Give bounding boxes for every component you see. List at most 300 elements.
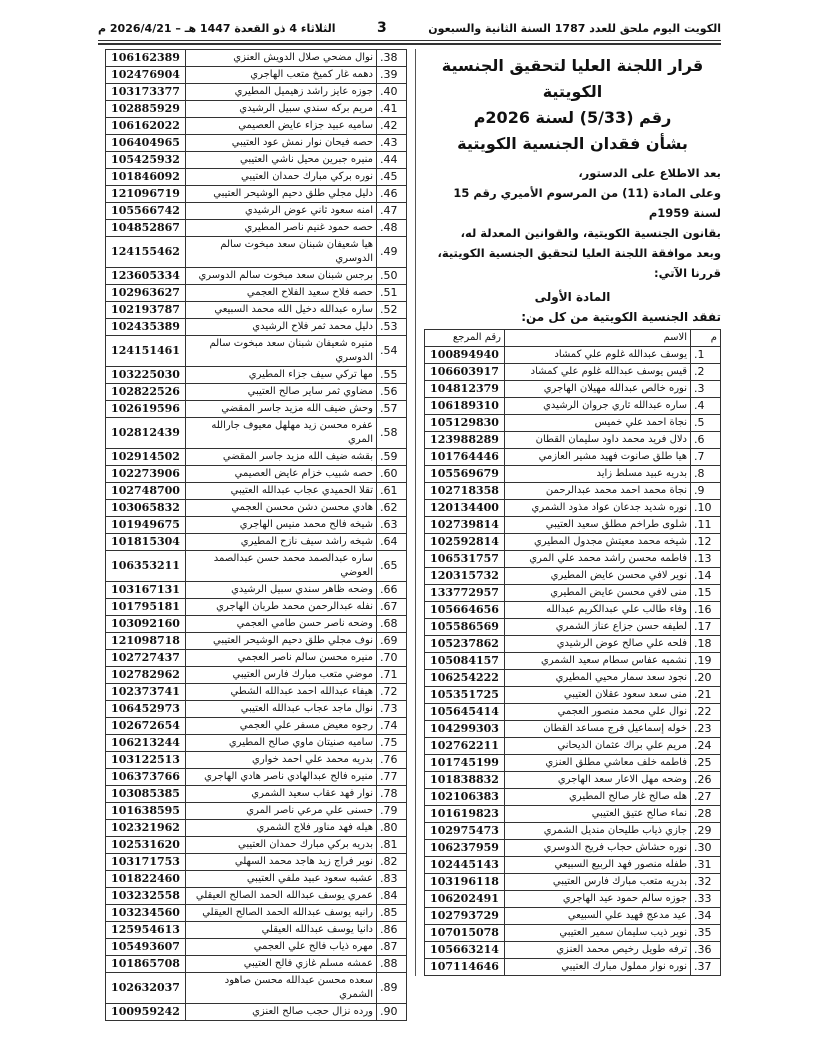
row-number: 25. — [691, 755, 721, 772]
table-row — [106, 735, 407, 752]
row-number: 29. — [691, 823, 721, 840]
row-number: 58. — [377, 418, 407, 449]
decree-title: قرار اللجنة العليا لتحقيق الجنسية الكويتية — [441, 56, 704, 101]
reference-number: 105493607 — [106, 939, 186, 956]
person-name: وحش ضيف الله مزيد جاسر المقضي — [186, 401, 377, 418]
reference-number: 106213244 — [106, 735, 186, 752]
row-number: 43. — [377, 135, 407, 152]
preamble-line: وعلى المادة (11) من المرسوم الأميري رقم 15 لسنة 1959م — [453, 186, 721, 220]
decree-number: رقم (5/33) لسنة 2026م — [473, 108, 672, 127]
person-name: امنه سعود ثاني عوض الرشيدي — [186, 203, 377, 220]
person-name: وضحه ظاهر سندي سبيل الرشيدي — [186, 582, 377, 599]
person-name: جوزه سالم حمود عيد الهاجري — [505, 891, 691, 908]
reference-number: 102672654 — [106, 718, 186, 735]
person-name: بدريه بركي مبارك حمدان العتيبي — [186, 837, 377, 854]
person-name: نوير لافي محسن عايض المطيري — [505, 568, 691, 585]
person-name: نوره شديد جدعان عواد مذود الشمري — [505, 500, 691, 517]
row-number: 77. — [377, 769, 407, 786]
person-name: نوال علي محمد منصور العجمي — [505, 704, 691, 721]
table-row — [425, 551, 721, 568]
reference-number: 102762211 — [425, 738, 505, 755]
reference-number: 106531757 — [425, 551, 505, 568]
person-name: مضاوي ثمر ساير صالح العتيبي — [186, 384, 377, 401]
person-name: حصه فيحان نوار نمش عود العتيبي — [186, 135, 377, 152]
header-divider — [98, 40, 721, 41]
reference-number: 103167131 — [106, 582, 186, 599]
table-row — [106, 67, 407, 84]
person-name: عمشه مسلم غازي فالح العتيبي — [186, 956, 377, 973]
reference-number: 103085385 — [106, 786, 186, 803]
table-row — [106, 684, 407, 701]
reference-number: 102782962 — [106, 667, 186, 684]
reference-number: 105084157 — [425, 653, 505, 670]
person-name: سعده محسن عبدالله محسن صاهود الشمري — [186, 973, 377, 1004]
table-row — [106, 169, 407, 186]
person-name: نشميه عفاس سطام سعيد الشمري — [505, 653, 691, 670]
person-name: هيا شعيفان شبنان سعد مبخوت سالم الدوسري — [186, 237, 377, 268]
row-number: 83. — [377, 871, 407, 888]
article-lead: تفقد الجنسية الكويتية من كل من: — [521, 310, 721, 324]
row-number: 61. — [377, 483, 407, 500]
reference-number: 105351725 — [425, 687, 505, 704]
row-number: 19. — [691, 653, 721, 670]
row-number: 10. — [691, 500, 721, 517]
reference-number: 123988289 — [425, 432, 505, 449]
preamble-line: قررنا الآتي: — [653, 266, 721, 280]
person-name: بدريه عبيد مسلط زايد — [505, 466, 691, 483]
decree-section — [424, 53, 721, 327]
table-row — [106, 769, 407, 786]
reference-number: 102914502 — [106, 449, 186, 466]
reference-number: 102975473 — [425, 823, 505, 840]
row-number: 66. — [377, 582, 407, 599]
person-name: نوره بركي مبارك حمدان العتيبي — [186, 169, 377, 186]
person-name: شيخه راشد سيف نازح المطيري — [186, 534, 377, 551]
row-number: 5. — [691, 415, 721, 432]
table-row — [106, 367, 407, 384]
row-number: 57. — [377, 401, 407, 418]
page-number: 3 — [377, 20, 387, 36]
person-name: وضحه ناصر حسن طامي العجمي — [186, 616, 377, 633]
reference-number: 103234560 — [106, 905, 186, 922]
person-name: هيا طلق صانوت فهيد مشير العازمي — [505, 449, 691, 466]
person-name: وفاء طالب علي عبدالكريم عبدالله — [505, 602, 691, 619]
table-row — [106, 268, 407, 285]
table-row — [106, 551, 407, 582]
row-number: 80. — [377, 820, 407, 837]
person-name: دهمه غار كميخ متعب الهاجري — [186, 67, 377, 84]
table-row — [425, 449, 721, 466]
reference-number: 102632037 — [106, 973, 186, 1004]
header-divider-thick — [98, 43, 721, 45]
continuation-column — [105, 49, 415, 1021]
row-number: 17. — [691, 619, 721, 636]
table-row — [106, 905, 407, 922]
table-row — [106, 517, 407, 534]
names-table-right — [424, 329, 721, 976]
reference-number: 105569679 — [425, 466, 505, 483]
table-row — [425, 415, 721, 432]
row-number: 22. — [691, 704, 721, 721]
person-name: تقلا الحميدي عجاب عبدالله العتيبي — [186, 483, 377, 500]
row-number: 2. — [691, 364, 721, 381]
row-number: 55. — [377, 367, 407, 384]
table-row — [106, 871, 407, 888]
reference-number: 106404965 — [106, 135, 186, 152]
issue-date: الثلاثاء 4 ذو القعدة 1447 هـ – 2026/4/21 م — [98, 22, 336, 35]
reference-number: 102435389 — [106, 319, 186, 336]
table-row — [425, 398, 721, 415]
row-number: 53. — [377, 319, 407, 336]
reference-number: 120315732 — [425, 568, 505, 585]
table-row — [425, 517, 721, 534]
table-row — [106, 203, 407, 220]
person-name: برجس شبنان سعد مبخوت سالم الدوسري — [186, 268, 377, 285]
reference-number: 106452973 — [106, 701, 186, 718]
header-ref: رقم المرجع — [425, 330, 505, 347]
reference-number: 102106383 — [425, 789, 505, 806]
reference-number: 104852867 — [106, 220, 186, 237]
row-number: 24. — [691, 738, 721, 755]
row-number: 6. — [691, 432, 721, 449]
person-name: بقشه ضيف الله مزيد جاسر المقضي — [186, 449, 377, 466]
row-number: 90. — [377, 1004, 407, 1021]
reference-number: 107015078 — [425, 925, 505, 942]
person-name: نوار فهد عقاب سعيد الشمري — [186, 786, 377, 803]
table-row — [425, 755, 721, 772]
row-number: 89. — [377, 973, 407, 1004]
article-title: المادة الأولى — [534, 290, 611, 304]
person-name: مريم علي براك عثمان الديحاني — [505, 738, 691, 755]
row-number: 8. — [691, 466, 721, 483]
reference-number: 101619823 — [425, 806, 505, 823]
table-row — [106, 449, 407, 466]
reference-number: 101638595 — [106, 803, 186, 820]
table-row — [106, 718, 407, 735]
row-number: 50. — [377, 268, 407, 285]
person-name: ساره عبدالله دخيل الله محمد السبيعي — [186, 302, 377, 319]
row-number: 46. — [377, 186, 407, 203]
table-row — [425, 483, 721, 500]
row-number: 81. — [377, 837, 407, 854]
row-number: 32. — [691, 874, 721, 891]
table-row — [425, 925, 721, 942]
table-row — [106, 401, 407, 418]
table-row — [425, 534, 721, 551]
table-row — [425, 568, 721, 585]
reference-number: 106162389 — [106, 50, 186, 67]
table-row — [425, 381, 721, 398]
table-row — [425, 840, 721, 857]
row-number: 88. — [377, 956, 407, 973]
row-number: 82. — [377, 854, 407, 871]
row-number: 27. — [691, 789, 721, 806]
table-row — [106, 786, 407, 803]
row-number: 20. — [691, 670, 721, 687]
row-number: 21. — [691, 687, 721, 704]
table-row — [106, 752, 407, 769]
reference-number: 125954613 — [106, 922, 186, 939]
row-number: 52. — [377, 302, 407, 319]
person-name: فاطمه خلف معاشي مطلق العنزي — [505, 755, 691, 772]
table-row — [106, 84, 407, 101]
row-number: 36. — [691, 942, 721, 959]
row-number: 86. — [377, 922, 407, 939]
table-row — [425, 602, 721, 619]
table-row — [106, 939, 407, 956]
reference-number: 102793729 — [425, 908, 505, 925]
table-row — [106, 534, 407, 551]
row-number: 12. — [691, 534, 721, 551]
row-number: 35. — [691, 925, 721, 942]
reference-number: 102273906 — [106, 466, 186, 483]
table-row — [425, 908, 721, 925]
table-row — [106, 582, 407, 599]
person-name: دلال فريد محمد داود سليمان القطان — [505, 432, 691, 449]
person-name: وضحه مهل الاعار سعد الهاجري — [505, 772, 691, 789]
reference-number: 105586569 — [425, 619, 505, 636]
row-number: 85. — [377, 905, 407, 922]
table-row — [425, 432, 721, 449]
table-row — [425, 891, 721, 908]
person-name: بدريه محمد علي احمد خواري — [186, 752, 377, 769]
reference-number: 103232558 — [106, 888, 186, 905]
person-name: نوره نوار مملول مبارك العتيبي — [505, 959, 691, 976]
row-number: 67. — [377, 599, 407, 616]
person-name: رجوه معيض مسفر علي العجمي — [186, 718, 377, 735]
reference-number: 103065832 — [106, 500, 186, 517]
row-number: 63. — [377, 517, 407, 534]
table-row — [106, 500, 407, 517]
reference-number: 102812439 — [106, 418, 186, 449]
reference-number: 102531620 — [106, 837, 186, 854]
person-name: ساميه عبيد جزاء عايض العصيمي — [186, 118, 377, 135]
person-name: دانيا يوسف عبدالله العيقلي — [186, 922, 377, 939]
reference-number: 121096719 — [106, 186, 186, 203]
row-number: 13. — [691, 551, 721, 568]
row-number: 37. — [691, 959, 721, 976]
row-number: 64. — [377, 534, 407, 551]
person-name: خوله إسماعيل فرج مساعد القطان — [505, 721, 691, 738]
reference-number: 105663214 — [425, 942, 505, 959]
row-number: 30. — [691, 840, 721, 857]
person-name: هله صالح غار صالح المطيري — [505, 789, 691, 806]
row-number: 76. — [377, 752, 407, 769]
reference-number: 105645414 — [425, 704, 505, 721]
row-number: 44. — [377, 152, 407, 169]
row-number: 62. — [377, 500, 407, 517]
row-number: 72. — [377, 684, 407, 701]
person-name: فلحه علي صالح عوض الرشيدي — [505, 636, 691, 653]
reference-number: 103122513 — [106, 752, 186, 769]
table-row — [106, 466, 407, 483]
row-number: 51. — [377, 285, 407, 302]
person-name: قيس يوسف عبدالله غلوم علي كمشاد — [505, 364, 691, 381]
row-number: 41. — [377, 101, 407, 118]
row-number: 56. — [377, 384, 407, 401]
person-name: نجاة محمد احمد محمد عبدالرحمن — [505, 483, 691, 500]
person-name: هيله فهد مناور فلاج الشمري — [186, 820, 377, 837]
table-row — [106, 186, 407, 203]
person-name: رانيه يوسف عبدالله الحمد الصالح العيقلي — [186, 905, 377, 922]
reference-number: 106353211 — [106, 551, 186, 582]
reference-number: 101795181 — [106, 599, 186, 616]
row-number: 54. — [377, 336, 407, 367]
person-name: عشبه سعود عبيد ملفي العتيبي — [186, 871, 377, 888]
person-name: نوره خالص عبدالله مهيلان الهاجري — [505, 381, 691, 398]
row-number: 18. — [691, 636, 721, 653]
row-number: 73. — [377, 701, 407, 718]
reference-number: 102373741 — [106, 684, 186, 701]
reference-number: 105237862 — [425, 636, 505, 653]
person-name: موضي متعب مبارك فارس العتيبي — [186, 667, 377, 684]
reference-number: 105664656 — [425, 602, 505, 619]
row-number: 31. — [691, 857, 721, 874]
reference-number: 102476904 — [106, 67, 186, 84]
table-row — [425, 806, 721, 823]
table-row — [106, 973, 407, 1004]
row-number: 70. — [377, 650, 407, 667]
person-name: شلوى طراخم مطلق سعيد العتيبي — [505, 517, 691, 534]
reference-number: 102445143 — [425, 857, 505, 874]
reference-number: 102718358 — [425, 483, 505, 500]
table-row — [106, 336, 407, 367]
preamble-line: بقانون الجنسية الكويتية، والقوانين المعدلة له، — [460, 226, 721, 240]
table-row — [106, 118, 407, 135]
row-number: 47. — [377, 203, 407, 220]
reference-number: 105566742 — [106, 203, 186, 220]
preamble-line: وبعد موافقة اللجنة العليا لتحقيق الجنسية الكويتية، — [437, 246, 721, 260]
reference-number: 124155462 — [106, 237, 186, 268]
row-number: 60. — [377, 466, 407, 483]
reference-number: 102963627 — [106, 285, 186, 302]
table-header-row — [425, 330, 721, 347]
reference-number: 123605334 — [106, 268, 186, 285]
reference-number: 120134400 — [425, 500, 505, 517]
reference-number: 102592814 — [425, 534, 505, 551]
table-row — [106, 854, 407, 871]
person-name: ورده نزال حجب صالح العنزي — [186, 1004, 377, 1021]
person-name: ساره عبدالصمد محمد حسن عبدالصمد العوضي — [186, 551, 377, 582]
reference-number: 121098718 — [106, 633, 186, 650]
reference-number: 102822526 — [106, 384, 186, 401]
decree-subject: بشأن فقدان الجنسية الكويتية — [457, 134, 688, 153]
reference-number: 106373766 — [106, 769, 186, 786]
row-number: 87. — [377, 939, 407, 956]
reference-number: 100894940 — [425, 347, 505, 364]
row-number: 4. — [691, 398, 721, 415]
table-row — [106, 483, 407, 500]
reference-number: 101865708 — [106, 956, 186, 973]
person-name: منى لافي محسن عايض المطيري — [505, 585, 691, 602]
table-row — [106, 922, 407, 939]
person-name: عفره محسن زيد مهلهل معيوف جارالله المري — [186, 418, 377, 449]
table-row — [425, 789, 721, 806]
table-row — [106, 956, 407, 973]
person-name: دليل محمد ثمر فلاح الرشيدي — [186, 319, 377, 336]
person-name: منيره فالح عبدالهادي ناصر هادي الهاجري — [186, 769, 377, 786]
reference-number: 102619596 — [106, 401, 186, 418]
table-row — [106, 803, 407, 820]
reference-number: 133772957 — [425, 585, 505, 602]
row-number: 14. — [691, 568, 721, 585]
table-row — [106, 701, 407, 718]
person-name: حصه حمود غنيم ناصر المطيري — [186, 220, 377, 237]
table-row — [106, 837, 407, 854]
reference-number: 102193787 — [106, 302, 186, 319]
person-name: حصه فلاح سعيد الفلاح العجمي — [186, 285, 377, 302]
person-name: ساميه صنيتان ماوي صالح المطيري — [186, 735, 377, 752]
row-number: 26. — [691, 772, 721, 789]
table-row — [106, 650, 407, 667]
row-number: 49. — [377, 237, 407, 268]
person-name: نوره حشاش حجاب فريح الدوسري — [505, 840, 691, 857]
person-name: شيخه فالح محمد منيس الهاجري — [186, 517, 377, 534]
row-number: 16. — [691, 602, 721, 619]
table-row — [425, 772, 721, 789]
person-name: هادي محسن دشن محسن العجمي — [186, 500, 377, 517]
row-number: 40. — [377, 84, 407, 101]
table-row — [106, 152, 407, 169]
reference-number: 105129830 — [425, 415, 505, 432]
reference-number: 106189310 — [425, 398, 505, 415]
table-row — [106, 302, 407, 319]
reference-number: 101846092 — [106, 169, 186, 186]
row-number: 28. — [691, 806, 721, 823]
preamble — [424, 163, 721, 283]
reference-number: 102321962 — [106, 820, 186, 837]
row-number: 42. — [377, 118, 407, 135]
person-name: نفله عبدالرحمن محمد طربان الهاجري — [186, 599, 377, 616]
person-name: شيخه محمد معيتش مجدول المطيري — [505, 534, 691, 551]
table-row — [106, 820, 407, 837]
person-name: مهره ذياب فالح علي العجمي — [186, 939, 377, 956]
table-row — [425, 857, 721, 874]
row-number: 69. — [377, 633, 407, 650]
table-row — [425, 653, 721, 670]
person-name: حسنى علي مرعي ناصر المري — [186, 803, 377, 820]
table-row — [425, 704, 721, 721]
person-name: جوزه عايز راشد زهيميل المطيري — [186, 84, 377, 101]
person-name: نوال ماجد عجاب عبدالله العتيبي — [186, 701, 377, 718]
person-name: نجود سعد سمار محيي المطيري — [505, 670, 691, 687]
table-row — [425, 619, 721, 636]
person-name: نوير فراج زيد هاجد محمد السهلي — [186, 854, 377, 871]
row-number: 7. — [691, 449, 721, 466]
table-row — [106, 1004, 407, 1021]
person-name: مها تركي سيف جزاء المطيري — [186, 367, 377, 384]
row-number: 79. — [377, 803, 407, 820]
person-name: جازي ذياب طليحان منديل الشمري — [505, 823, 691, 840]
names-table-left — [105, 49, 407, 1021]
table-row — [106, 285, 407, 302]
person-name: منيره محسن سالم ناصر العجمي — [186, 650, 377, 667]
person-name: منى سعد سعود عقلان العتيبي — [505, 687, 691, 704]
table-row — [425, 687, 721, 704]
row-number: 15. — [691, 585, 721, 602]
reference-number: 124151461 — [106, 336, 186, 367]
person-name: منيره شعيفان شبنان سعد مبخوت سالم الدوسري — [186, 336, 377, 367]
header-num: م — [691, 330, 721, 347]
row-number: 71. — [377, 667, 407, 684]
decree-column — [415, 49, 721, 976]
reference-number: 102727437 — [106, 650, 186, 667]
table-row — [425, 823, 721, 840]
table-row — [106, 667, 407, 684]
reference-number: 102748700 — [106, 483, 186, 500]
person-name: حصه شبيب خزام عايض العصيمي — [186, 466, 377, 483]
reference-number: 103173377 — [106, 84, 186, 101]
